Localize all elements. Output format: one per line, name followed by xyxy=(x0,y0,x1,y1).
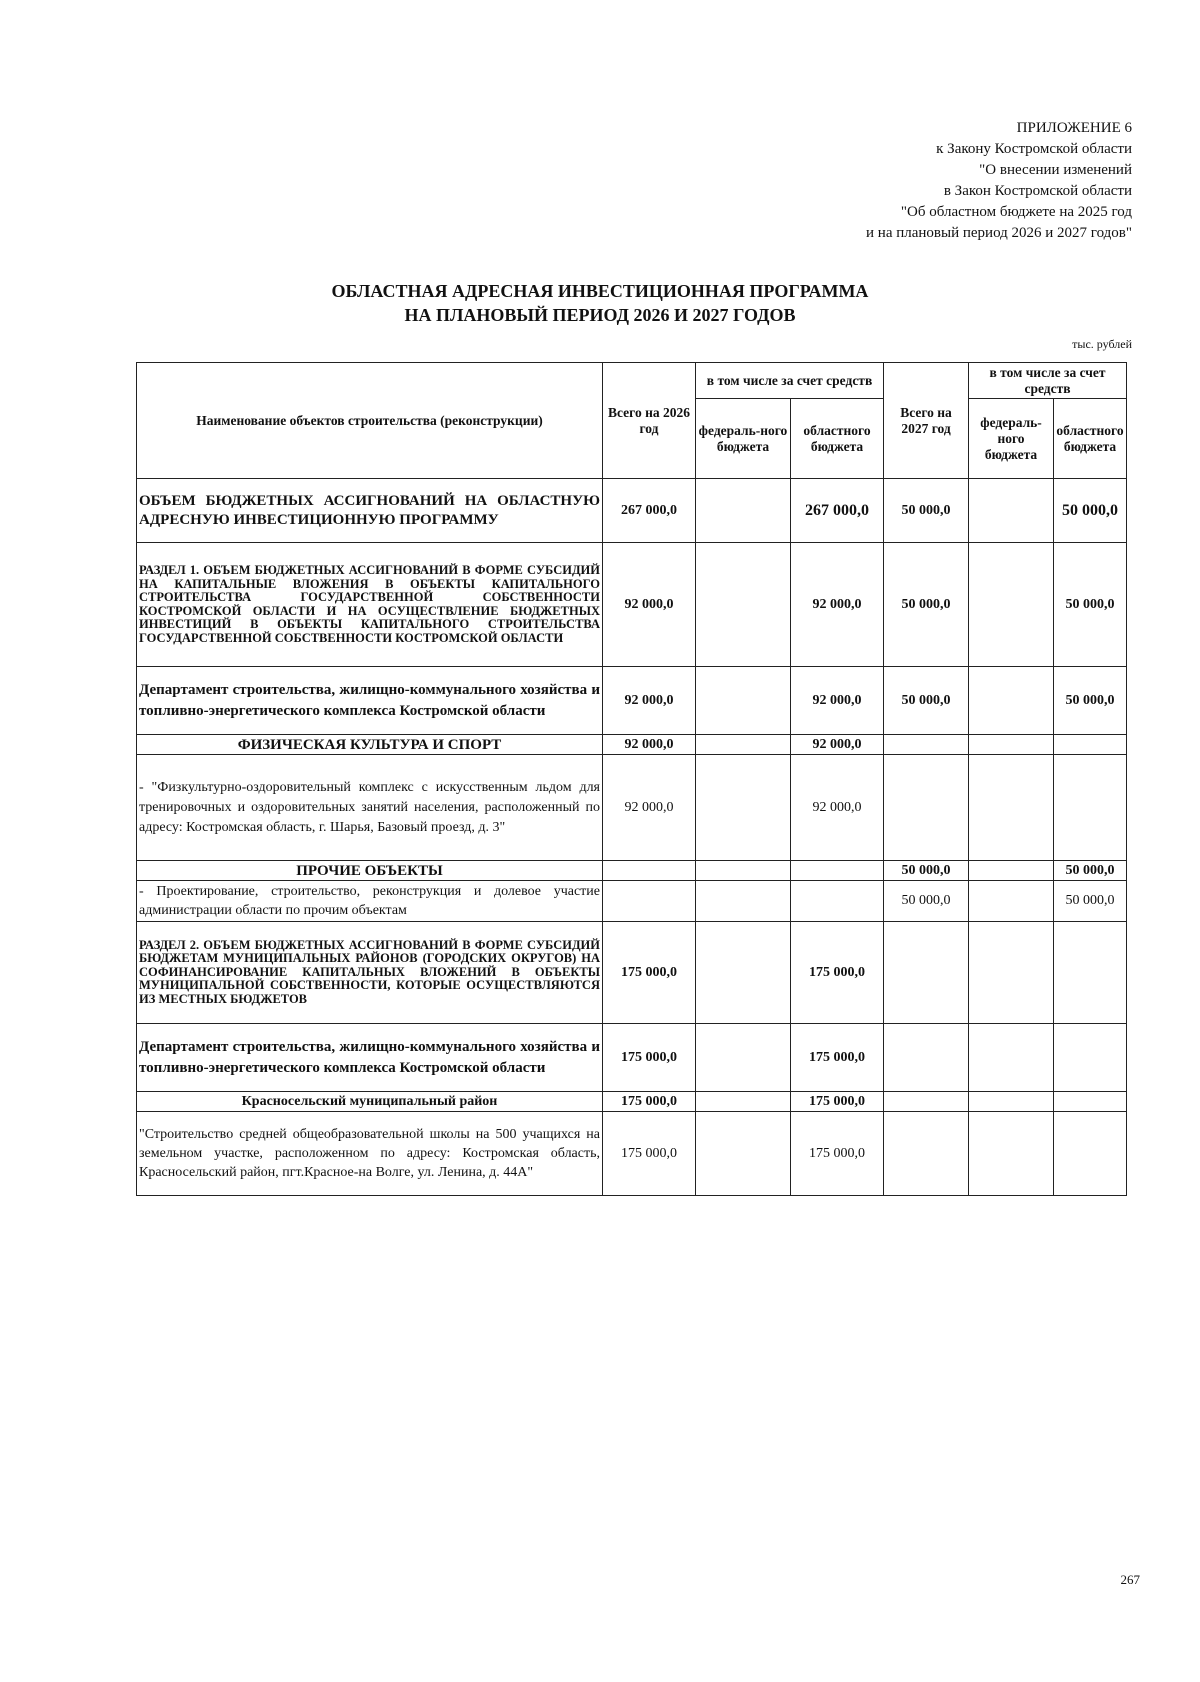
row-federal-2026 xyxy=(696,861,791,881)
row-total-2026: 175 000,0 xyxy=(603,1092,696,1112)
row-federal-2026 xyxy=(696,543,791,667)
row-federal-2026 xyxy=(696,479,791,543)
row-federal-2027 xyxy=(969,479,1054,543)
table-row xyxy=(137,667,1127,735)
appendix-header xyxy=(712,118,1132,244)
header-federal-2027: федераль-ного бюджета xyxy=(969,399,1054,479)
table-row xyxy=(137,1024,1127,1092)
row-federal-2027 xyxy=(969,735,1054,755)
row-regional-2026 xyxy=(791,881,884,922)
header-line: и на плановый период 2026 и 2027 годов" xyxy=(866,225,1132,241)
row-federal-2027 xyxy=(969,1112,1054,1196)
row-total-2026: 92 000,0 xyxy=(603,667,696,735)
table-row xyxy=(137,922,1127,1024)
header-total-2026: Всего на 2026 год xyxy=(603,363,696,479)
header-incl-2026: в том числе за счет средств xyxy=(696,363,884,399)
row-total-2026: 267 000,0 xyxy=(603,479,696,543)
row-federal-2027 xyxy=(969,667,1054,735)
header-row-1 xyxy=(137,363,1127,399)
row-federal-2026 xyxy=(696,1024,791,1092)
row-federal-2027 xyxy=(969,755,1054,861)
row-regional-2027 xyxy=(1054,755,1127,861)
investment-program-table xyxy=(136,362,1127,1196)
row-regional-2027: 50 000,0 xyxy=(1054,667,1127,735)
row-name: "Строительство средней общеобразовательной школы на 500 учащихся на земельном участке, расположенном по адресу: Костромская область, Красносельский район, пгт.Красное-на Волге, ул. Ленина, д. 44А" xyxy=(137,1112,603,1196)
row-regional-2026: 175 000,0 xyxy=(791,1092,884,1112)
units-label: тыс. рублей xyxy=(1072,337,1132,351)
row-regional-2027: 50 000,0 xyxy=(1054,543,1127,667)
row-name: - "Физкультурно-оздоровительный комплекс с искусственным льдом для тренировочных и оздоровительных занятий населения, расположенный по адресу: Костромская область, г. Шарья, Базовый проезд, д. 3" xyxy=(137,755,603,861)
row-name: РАЗДЕЛ 2. ОБЪЕМ БЮДЖЕТНЫХ АССИГНОВАНИЙ В ФОРМЕ СУБСИДИЙ БЮДЖЕТАМ МУНИЦИПАЛЬНЫХ РАЙОНОВ (ГОРОДСКИХ ОКРУГОВ) НА СОФИНАНСИРОВАНИЕ КАПИТАЛЬНЫХ ВЛОЖЕНИЙ В ОБЪЕКТЫ МУНИЦИПАЛЬНОЙ СОБСТВЕННОСТИ, КОТОРЫЕ ОСУЩЕСТВЛЯЮТСЯ ИЗ МЕСТНЫХ БЮДЖЕТОВ xyxy=(137,922,603,1024)
table-row xyxy=(137,881,1127,922)
row-total-2027: 50 000,0 xyxy=(884,861,969,881)
row-total-2027 xyxy=(884,1092,969,1112)
row-regional-2027 xyxy=(1054,1112,1127,1196)
row-regional-2026: 267 000,0 xyxy=(791,479,884,543)
row-total-2027 xyxy=(884,755,969,861)
row-total-2027 xyxy=(884,735,969,755)
table-row xyxy=(137,1112,1127,1196)
row-federal-2027 xyxy=(969,861,1054,881)
header-federal-2026: федераль-ного бюджета xyxy=(696,399,791,479)
row-name: ПРОЧИЕ ОБЪЕКТЫ xyxy=(137,861,603,881)
row-federal-2026 xyxy=(696,735,791,755)
page-number: 267 xyxy=(1120,1572,1140,1587)
row-regional-2027 xyxy=(1054,1024,1127,1092)
row-federal-2026 xyxy=(696,667,791,735)
row-federal-2026 xyxy=(696,881,791,922)
row-total-2026 xyxy=(603,861,696,881)
row-total-2026: 175 000,0 xyxy=(603,1112,696,1196)
document-title xyxy=(0,279,1200,327)
row-federal-2027 xyxy=(969,1092,1054,1112)
header-line: ПРИЛОЖЕНИЕ 6 xyxy=(1016,120,1132,136)
table-row xyxy=(137,479,1127,543)
row-total-2026: 175 000,0 xyxy=(603,1024,696,1092)
row-name: ФИЗИЧЕСКАЯ КУЛЬТУРА И СПОРТ xyxy=(137,735,603,755)
header-regional-2026: областного бюджета xyxy=(791,399,884,479)
row-federal-2026 xyxy=(696,755,791,861)
row-regional-2026: 92 000,0 xyxy=(791,755,884,861)
row-total-2026: 175 000,0 xyxy=(603,922,696,1024)
header-name: Наименование объектов строительства (реконструкции) xyxy=(137,363,603,479)
title-line-1: ОБЛАСТНАЯ АДРЕСНАЯ ИНВЕСТИЦИОННАЯ ПРОГРАММА xyxy=(331,281,869,301)
header-line: к Закону Костромской области xyxy=(936,141,1132,157)
table-row xyxy=(137,861,1127,881)
header-total-2027: Всего на 2027 год xyxy=(884,363,969,479)
row-federal-2027 xyxy=(969,922,1054,1024)
row-regional-2026: 92 000,0 xyxy=(791,543,884,667)
title-line-2: НА ПЛАНОВЫЙ ПЕРИОД 2026 И 2027 ГОДОВ xyxy=(404,305,796,325)
row-name: РАЗДЕЛ 1. ОБЪЕМ БЮДЖЕТНЫХ АССИГНОВАНИЙ В ФОРМЕ СУБСИДИЙ НА КАПИТАЛЬНЫЕ ВЛОЖЕНИЯ В ОБЪЕКТЫ КАПИТАЛЬНОГО СТРОИТЕЛЬСТВА ГОСУДАРСТВЕННОЙ СОБСТВЕННОСТИ КОСТРОМСКОЙ ОБЛАСТИ И НА ОСУЩЕСТВЛЕНИЕ БЮДЖЕТНЫХ ИНВЕСТИЦИЙ В ОБЪЕКТЫ КАПИТАЛЬНОГО СТРОИТЕЛЬСТВА ГОСУДАРСТВЕННОЙ СОБСТВЕННОСТИ КОСТРОМСКОЙ ОБЛАСТИ xyxy=(137,543,603,667)
header-line: "Об областном бюджете на 2025 год xyxy=(900,204,1132,220)
row-total-2026 xyxy=(603,881,696,922)
row-federal-2027 xyxy=(969,881,1054,922)
row-regional-2026: 92 000,0 xyxy=(791,735,884,755)
row-regional-2026: 175 000,0 xyxy=(791,922,884,1024)
row-federal-2027 xyxy=(969,1024,1054,1092)
row-regional-2027: 50 000,0 xyxy=(1054,861,1127,881)
row-total-2027 xyxy=(884,1024,969,1092)
row-regional-2027 xyxy=(1054,735,1127,755)
row-total-2027 xyxy=(884,1112,969,1196)
row-regional-2026: 92 000,0 xyxy=(791,667,884,735)
header-regional-2027: областного бюджета xyxy=(1054,399,1127,479)
row-total-2026: 92 000,0 xyxy=(603,755,696,861)
row-federal-2027 xyxy=(969,543,1054,667)
row-regional-2026: 175 000,0 xyxy=(791,1024,884,1092)
row-name: - Проектирование, строительство, реконструкция и долевое участие администрации области по прочим объектам xyxy=(137,881,603,922)
row-regional-2026: 175 000,0 xyxy=(791,1112,884,1196)
table-row xyxy=(137,543,1127,667)
row-total-2026: 92 000,0 xyxy=(603,543,696,667)
row-name: Департамент строительства, жилищно-коммунального хозяйства и топливно-энергетического комплекса Костромской области xyxy=(137,667,603,735)
row-total-2027 xyxy=(884,922,969,1024)
row-total-2026: 92 000,0 xyxy=(603,735,696,755)
row-total-2027: 50 000,0 xyxy=(884,667,969,735)
row-regional-2026 xyxy=(791,861,884,881)
header-incl-2027: в том числе за счет средств xyxy=(969,363,1127,399)
table-row xyxy=(137,755,1127,861)
row-name: ОБЪЕМ БЮДЖЕТНЫХ АССИГНОВАНИЙ НА ОБЛАСТНУЮ АДРЕСНУЮ ИНВЕСТИЦИОННУЮ ПРОГРАММУ xyxy=(137,479,603,543)
row-federal-2026 xyxy=(696,1092,791,1112)
row-federal-2026 xyxy=(696,922,791,1024)
row-total-2027: 50 000,0 xyxy=(884,479,969,543)
row-name: Красносельский муниципальный район xyxy=(137,1092,603,1112)
row-total-2027: 50 000,0 xyxy=(884,543,969,667)
row-regional-2027 xyxy=(1054,1092,1127,1112)
table-row xyxy=(137,1092,1127,1112)
row-regional-2027: 50 000,0 xyxy=(1054,479,1127,543)
row-federal-2026 xyxy=(696,1112,791,1196)
row-name: Департамент строительства, жилищно-коммунального хозяйства и топливно-энергетического комплекса Костромской области xyxy=(137,1024,603,1092)
header-line: в Закон Костромской области xyxy=(943,183,1132,199)
header-line: "О внесении изменений xyxy=(979,162,1132,178)
row-regional-2027: 50 000,0 xyxy=(1054,881,1127,922)
table-row xyxy=(137,735,1127,755)
row-regional-2027 xyxy=(1054,922,1127,1024)
row-total-2027: 50 000,0 xyxy=(884,881,969,922)
